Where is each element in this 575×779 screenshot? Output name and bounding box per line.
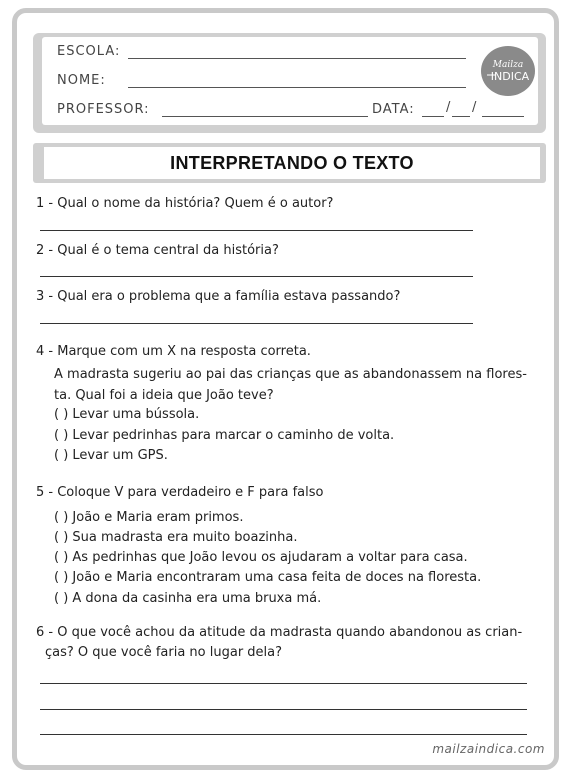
question-5-option[interactable]: ( ) A dona da casinha era uma bruxa má. — [54, 591, 322, 606]
answer-line-3[interactable] — [40, 323, 473, 324]
date-day-field[interactable] — [422, 116, 444, 117]
question-3: 3 - Qual era o problema que a família estava passando? — [36, 289, 401, 304]
logo-top-text: Mailza — [492, 60, 524, 70]
question-6-cont: ças? O que você faria no lugar dela? — [45, 645, 283, 660]
date-month-field[interactable] — [452, 116, 470, 117]
question-1: 1 - Qual o nome da história? Quem é o autor? — [36, 196, 334, 211]
question-4-text: ta. Qual foi a ideia que João teve? — [54, 388, 274, 403]
date-label: DATA: — [372, 102, 415, 117]
question-6: 6 - O que você achou da atitude da madrasta quando abandonou as crian- — [36, 625, 523, 640]
footer-website: mailzaindica.com — [432, 742, 545, 756]
logo-bottom-text: INDICA — [490, 70, 530, 83]
answer-line-6b[interactable] — [40, 709, 527, 710]
name-field[interactable] — [128, 87, 466, 88]
question-2: 2 - Qual é o tema central da história? — [36, 243, 279, 258]
date-year-field[interactable] — [482, 116, 524, 117]
school-field[interactable] — [128, 58, 466, 59]
school-label: ESCOLA: — [57, 44, 121, 59]
question-5-option[interactable]: ( ) João e Maria eram primos. — [54, 510, 244, 525]
answer-line-6c[interactable] — [40, 734, 527, 735]
date-slash: / — [446, 100, 451, 115]
question-4-option[interactable]: ( ) Levar pedrinhas para marcar o caminho de volta. — [54, 428, 395, 443]
question-5: 5 - Coloque V para verdadeiro e F para falso — [36, 485, 324, 500]
answer-line-1[interactable] — [40, 230, 473, 231]
answer-line-6a[interactable] — [40, 683, 527, 684]
question-4-option[interactable]: ( ) Levar um GPS. — [54, 448, 168, 463]
page-title: INTERPRETANDO O TEXTO — [170, 152, 414, 173]
logo-badge-icon — [479, 44, 537, 98]
answer-line-2[interactable] — [40, 276, 473, 277]
question-4: 4 - Marque com um X na resposta correta. — [36, 344, 311, 359]
question-5-option[interactable]: ( ) As pedrinhas que João levou os ajudaram a voltar para casa. — [54, 550, 468, 565]
teacher-label: PROFESSOR: — [57, 102, 150, 117]
question-4-text: A madrasta sugeriu ao pai das crianças que as abandonassem na flores- — [54, 367, 527, 382]
logo — [479, 44, 537, 98]
date-slash: / — [472, 100, 477, 115]
question-5-option[interactable]: ( ) João e Maria encontraram uma casa feita de doces na floresta. — [54, 570, 482, 585]
question-5-option[interactable]: ( ) Sua madrasta era muito boazinha. — [54, 530, 298, 545]
name-label: NOME: — [57, 73, 106, 88]
question-4-option[interactable]: ( ) Levar uma bússola. — [54, 407, 200, 422]
teacher-field[interactable] — [162, 116, 368, 117]
title-box — [44, 147, 540, 179]
